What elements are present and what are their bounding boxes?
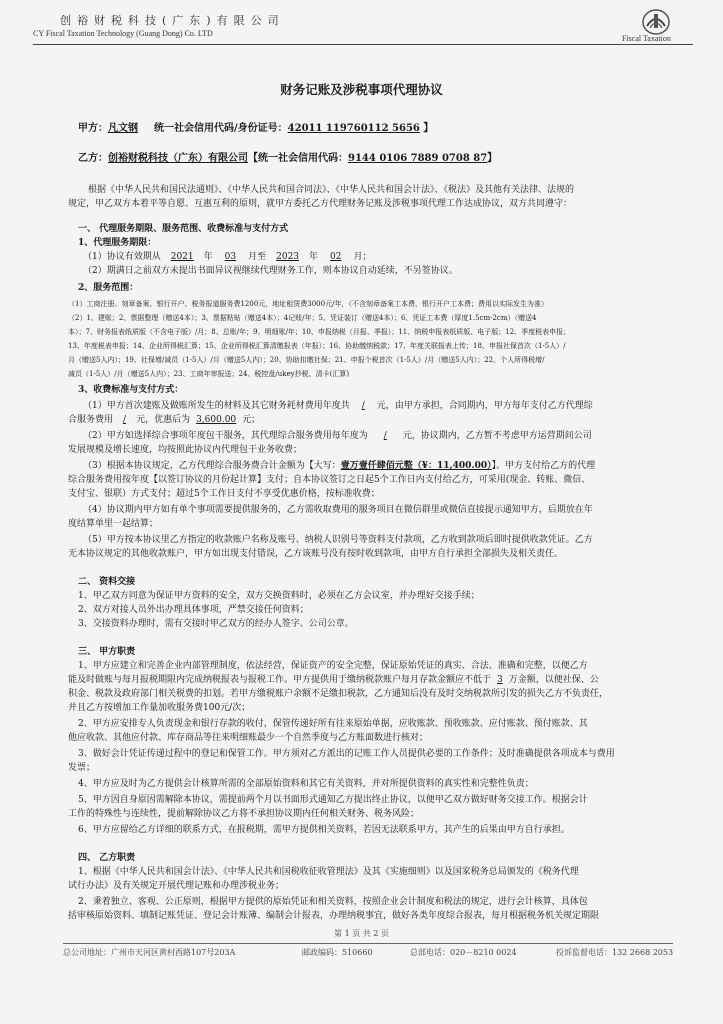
intro-line-1: 根据《中华人民共和国民法通则》、《中华人民共和国合同法》、《中华人民共和国会计法》、《税法》及其他有关法律、法规的 <box>88 185 575 195</box>
scope-line-3: 本）；7、财务报表纸质版（不含电子版）/月；8、总账/年；9、明细账/年；10、申报纳税（月报、季报）；11、纳税申报表纸质版、电子版；12、季度税表申报； <box>68 328 571 336</box>
intro-line-2: 规定，甲乙双方本着平等自愿、互惠互利的原则，就甲方委托乙方代理财务记账及涉税事项代理工作达成协议，双方共同遵守： <box>68 199 573 209</box>
fee3-line-2: 综合服务费用按年度【以签订协议的月份起计算】支付；自本协议签订之日起5个工作日内支付给乙方，可采用(现金、转账、微信、 <box>68 475 591 485</box>
footer-divider <box>63 943 673 944</box>
duty-a5-line-2: 工作的特殊性与连续性，提前解除协议乙方将不承担协议期内任何相关财务、税务风险； <box>68 809 420 819</box>
fee1-line-1: （1）甲方首次建账及做账所发生的材料及其它财务耗材费用年度共 / 元，由甲方承担，合同期内，甲方每年支付乙方代理综 <box>83 401 593 411</box>
section2-item-1: 1、甲乙双方同意为保证甲方资料的安全，双方交换资料时，必须在乙方会议室，并办理好交接手续； <box>78 591 480 601</box>
duty-a2-line-2: 他应收款、其他应付款、库存商品等往来明细账最少一个自然季度与乙方账面数进行核对； <box>68 733 429 743</box>
term-line-1: （1）协议有效期从 2021 年 03 月至 2023 年 02 月； <box>83 252 372 262</box>
duty-b1-line-2: 试行办法》及有关规定开展代理记账和办理涉税业务； <box>68 881 285 891</box>
section1-sub1: 1、代理服务期限： <box>78 238 157 248</box>
section1-sub3: 3、收费标准与支付方式： <box>78 385 184 395</box>
section4-heading: 四、 乙方职责 <box>78 853 136 863</box>
duty-a2-line-1: 2、甲方应安排专人负责现金和银行存款的收付，保管传递好所有往来原始单据，应收账款、预收账款、应付账款、预付账款、其 <box>78 719 588 729</box>
fee2-line-1: （2）甲方如选择综合事项年度包干服务，其代理综合服务费用每年度为 / 元，协议期内，乙方暂不考虑甲方运营期间公司 <box>83 431 592 441</box>
fee3-line-3: 支付宝、银联）方式支付；超过5个工作日支付不享受优惠价格，按标准收费； <box>68 489 380 499</box>
scope-line-2: （2）1、建账；2、票据整理（赠送4本）；3、票据粘贴（赠送4本）；4记账/年；5、凭证装订（赠送4本）；6、凭证工本费（厚度1.5cm-2cm）（赠送4 <box>68 314 537 322</box>
party-b-line: 乙方：创裕财税科技（广东）有限公司【统一社会信用代码：9144 0106 7889 0708 87】 <box>78 153 498 164</box>
duty-a3-line-1: 3、做好会计凭证传递过程中的登记和保管工作。甲方须对乙方派出的记账工作人员提供必要的工作条件；及时准确提供各项成本与费用 <box>78 749 615 759</box>
fee4-line-1: （4）协议期内甲方如有单个事项需要提供服务的，乙方需收取费用的服务项目在微信群里或微信直接提示通知甲方，后期放在年 <box>83 505 593 515</box>
duty-a6: 6、甲方应留给乙方详细的联系方式，在报税期，需甲方提供相关资料，若因无法联系甲方，其产生的后果由甲方自行承担。 <box>78 825 570 835</box>
fee5-line-1: （5）甲方按本协议里乙方指定的收款账户名称及账号、纳税人识别号等资料支付款项，乙方收到款项后即时提供收款凭证。乙方 <box>83 535 593 545</box>
fee5-line-2: 无本协议规定的其他收款账户，甲方如出现支付错误，乙方该账号没有按时收到款项，由甲方自行承担全部损失及相关责任。 <box>68 549 564 559</box>
duty-a1-line-1: 1、甲方应建立和完善企业内部管理制度，依法经营，保证资产的安全完整，保证原始凭证的真实、合法、准确和完整，以便乙方 <box>78 661 588 671</box>
cy-brand-emblem-icon <box>634 8 678 36</box>
section1-heading: 一、 代理服务期限、服务范围、收费标准与支付方式 <box>78 224 289 234</box>
scope-line-6: 减员（1-5人）/月（赠送5人内）；23、工商年审报送；24、税控盘/ukey抄税、清卡(汇算) <box>68 370 350 378</box>
duty-a1-line-4: 并且乙方按增加工作量加收服务费100元/次； <box>68 703 251 713</box>
fee3-line-1: （3）根据本协议规定，乙方代理综合服务费合计金额为【大写：壹万壹仟肆佰元整（¥：11,400.00）】。甲方支付给乙方的代理 <box>83 461 596 471</box>
page-number: 第 1 页 共 2 页 <box>334 929 389 938</box>
duty-a4: 4、甲方应及时为乙方提供会计核算所需的全部原始资料和其它有关资料，并对所提供资料的真实性和完整性负责； <box>78 779 534 789</box>
section3-heading: 三、 甲方职责 <box>78 647 136 657</box>
fee2-line-2: 发展规模及增长速度，均按照此协议内代理包干业务收费； <box>68 445 303 455</box>
footer-address: 总公司地址：广州市天河区黄村西路107号203A <box>63 948 236 957</box>
duty-b1-line-1: 1、根据《中华人民共和国会计法》、《中华人民共和国税收征收管理法》及其《实施细则》以及国家税务总局颁发的《税务代理 <box>78 867 579 877</box>
duty-a1-line-2: 能及时做账与每月报税期限内完成纳税报表与报税工作。甲方提供用于缴纳税款账户每月存款金额应不低于 3 万金额，以便社保、公 <box>68 675 599 685</box>
section1-sub2: 2、服务范围： <box>78 283 139 293</box>
section2-heading: 二、 资料交接 <box>78 577 136 587</box>
section2-item-2: 2、双方对接人员外出办理具体事项，严禁交接任何资料； <box>78 605 309 615</box>
company-name-en: CY Fiscal Taxation Technology (Guang Dong) Co. LTD <box>33 29 213 38</box>
duty-a3-line-2: 发票； <box>68 763 96 773</box>
duty-b2-line-2: 括审核原始资料、填制记账凭证、登记会计账簿、编制会计报表，办理纳税事宜，做好各类年度综合报表，每月根据税务机关规定期限 <box>68 911 600 921</box>
footer-postcode: 邮政编码：510660 <box>302 948 373 957</box>
scope-line-1: （1）工商注册、刻章备案、银行开户、税务报道服务费1200元，地址租赁费3000元/年，（不含刻章备案工本费、银行开户工本费；费用以实际发生为准） <box>68 300 548 308</box>
header-divider <box>33 44 693 45</box>
party-a-line: 甲方：凡文钢 统一社会信用代码/身份证号：42011 119760112 5656 】 <box>78 123 434 134</box>
footer-supervision-phone: 投诉监督电话：132 2668 2053 <box>556 948 674 957</box>
document-title: 财务记账及涉税事项代理协议 <box>280 82 443 97</box>
section2-item-3: 3、交接资料办理时，需有交接时甲乙双方的经办人签字、公司公章。 <box>78 619 354 629</box>
duty-a5-line-1: 5、甲方因自身原因需解除本协议，需提前两个月以书面形式通知乙方提出终止协议，以便甲乙双方做好财务交接工作。根据会计 <box>78 795 588 805</box>
scope-line-5: 月（赠送5人内）；19、社保增/减员（1-5人）/月（赠送5人内）；20、协助扣缴社保；21、申报个税首次（1-5人）/月（赠送5人内）；22、个人所得税增/ <box>68 356 545 364</box>
term-line-2: （2）期满日之前双方未提出书面异议视继续代理财务工作，则本协议自动延续，不另签协议。 <box>83 266 458 276</box>
scope-line-4: 13、年度税表申报；14、企业所得税汇算；15、企业所得税汇算清缴报表（年报）；16、协助缴纳税款；17、年度关联报表上传；18、申报社保首次（1-5人）/ <box>68 342 566 350</box>
logo-caption: Fiscal Taxation <box>622 34 671 43</box>
duty-a1-line-3: 积金、税款及政府部门相关税费的扣划。若甲方缴税账户余额不足缴扣税款，乙方通知后没有及时交纳税款所引发的损失乙方不负责任， <box>68 689 609 699</box>
footer-phone: 总部电话：020－8210 0024 <box>410 948 517 957</box>
company-name-cn: 创裕财税科技(广东)有限公司 <box>60 14 285 27</box>
fee1-line-2: 合服务费用 / 元，优惠后为 3,600.00 元； <box>68 415 261 425</box>
duty-b2-line-1: 2、秉着独立、客观、公正原则，根据甲方提供的原始凭证和相关资料，按照企业会计制度和税法的规定，进行会计核算，具体包 <box>78 897 588 907</box>
fee4-line-2: 度结算单里一起结算； <box>68 519 159 529</box>
